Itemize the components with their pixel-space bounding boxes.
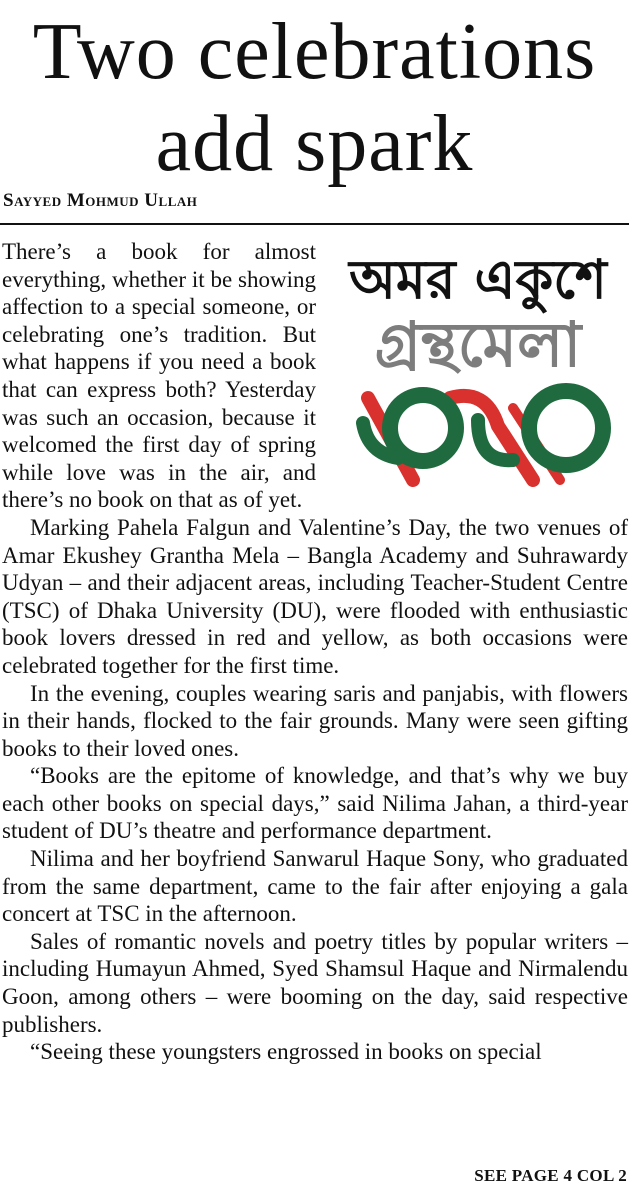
logo-year: ২০২০ [328,248,331,249]
paragraph-4: “Books are the epitome of knowledge, and that’s why we buy each other books on special days,” said Nilima Jahan, a third-year student of DU’s theatre and performance department. [2,763,628,844]
headline [0,6,629,190]
byline: Sayyed Mohmud Ullah [3,190,198,211]
logo-line-1: অমর একুশে [349,248,607,311]
byline-rule [0,223,629,225]
logo-line-2: গ্রন্থমেলা [374,308,582,381]
continued-jump-line[interactable]: SEE PAGE 4 COL 2 [474,1166,627,1185]
paragraph-7: “Seeing these youngsters engrossed in books on special [30,1039,542,1065]
headline-line-2: add spark [155,100,474,188]
headline-line-1: Two celebrations [32,8,597,96]
paragraph-6: Sales of romantic novels and poetry titles by popular writers – including Humayun Ahmed, Syed Shamsul Haque and Nirmalendu Goon, among others – were booming on the day, said respective publishers. [2,928,628,1037]
paragraph-1: There’s a book for almost everything, whether it be showing affection to a special someone, or celebrating one’s tradition. But what happens if you need a book that can express both? Yesterday was such an occasion, because it welcomed the first day of spring while love was in the air, and there’s no book on that as of yet. [2,239,316,513]
paragraph-2: Marking Pahela Falgun and Valentine’s Day, the two venues of Amar Ekushey Grantha Mela – Bangla Academy and Suhrawardy Udyan – and their adjacent areas, including Teacher-Student Centre (TSC) of Dhaka University (DU), were flooded with enthusiastic book lovers dressed in red and yellow, as both occasions were celebrated together for the first time. [2,514,628,678]
paragraph-5: Nilima and her boyfriend Sanwarul Haque Sony, who graduated from the same department, came to the fair after enjoying a gala concert at TSC in the afternoon. [2,846,628,927]
book-fair-logo [328,248,628,500]
article-body [2,238,628,1066]
paragraph-3: In the evening, couples wearing saris and panjabis, with flowers in their hands, flocked to the fair grounds. Many were seen gifting books to their loved ones. [2,680,628,761]
logo-year-graphic [363,391,603,480]
